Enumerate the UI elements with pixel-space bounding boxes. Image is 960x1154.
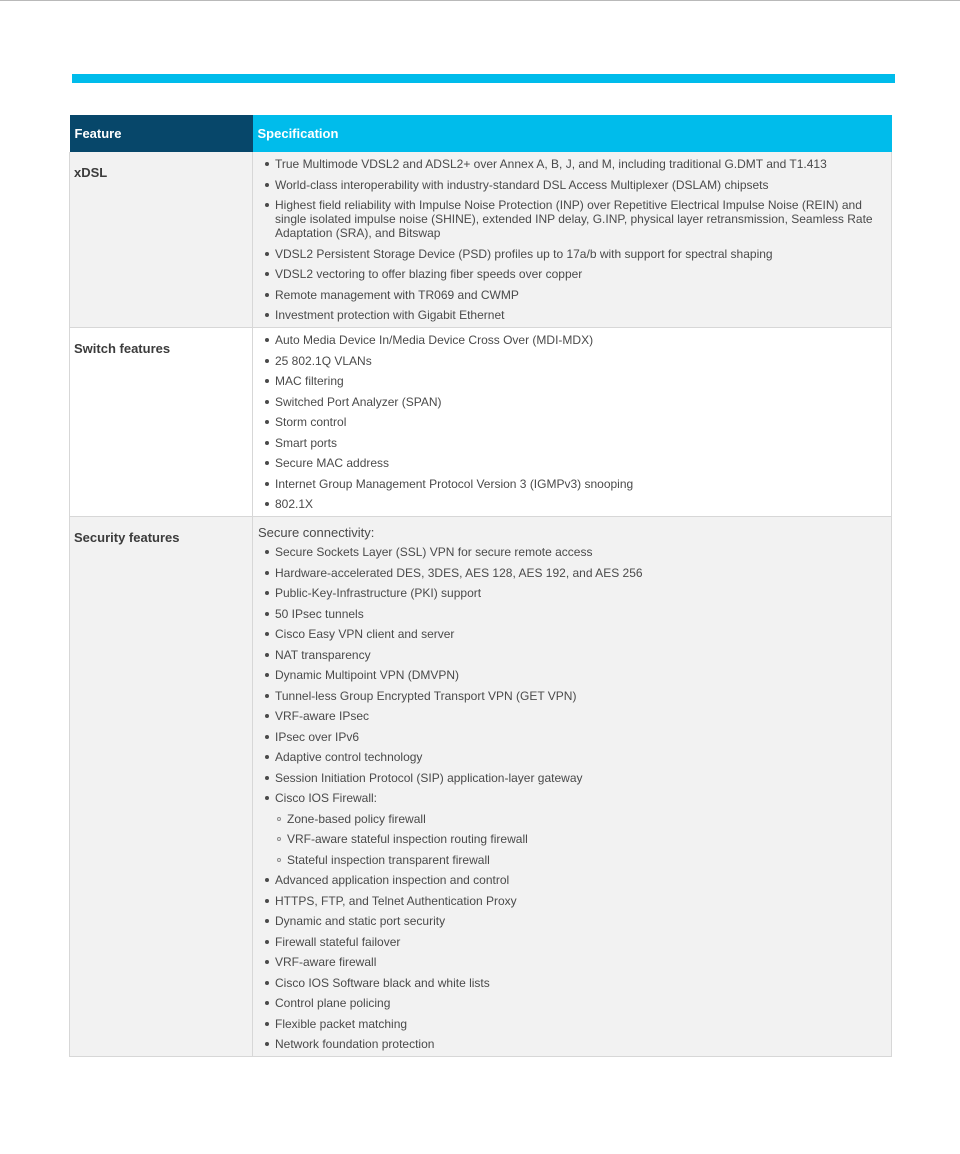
list-item: IPsec over IPv6 (258, 730, 883, 744)
list-item: NAT transparency (258, 648, 883, 662)
list-item: Adaptive control technology (258, 750, 883, 764)
sub-list-item: VRF-aware stateful inspection routing firewall (258, 832, 883, 846)
feature-name: Security features (70, 517, 253, 1057)
spec-table (69, 115, 892, 1057)
spec-list (258, 157, 883, 322)
spec-list (258, 545, 883, 1051)
list-item: World-class interoperability with industry-standard DSL Access Multiplexer (DSLAM) chipsets (258, 178, 883, 192)
spec-cell (253, 328, 892, 517)
list-item: Network foundation protection (258, 1037, 883, 1051)
table-row-xdsl (70, 152, 892, 328)
list-item: Internet Group Management Protocol Version 3 (IGMPv3) snooping (258, 477, 883, 491)
sub-list-item: Zone-based policy firewall (258, 812, 883, 826)
list-item: VRF-aware firewall (258, 955, 883, 969)
list-item: Dynamic Multipoint VPN (DMVPN) (258, 668, 883, 682)
list-item: Cisco IOS Firewall: (258, 791, 883, 805)
list-item: 25 802.1Q VLANs (258, 354, 883, 368)
list-item: Secure MAC address (258, 456, 883, 470)
table-header-row (70, 115, 892, 152)
header-feature: Feature (70, 115, 253, 152)
feature-name: Switch features (70, 328, 253, 517)
list-item: Switched Port Analyzer (SPAN) (258, 395, 883, 409)
list-item: MAC filtering (258, 374, 883, 388)
list-item: Public-Key-Infrastructure (PKI) support (258, 586, 883, 600)
list-item: Auto Media Device In/Media Device Cross Over (MDI-MDX) (258, 333, 883, 347)
table-row-security-features (70, 517, 892, 1057)
spec-cell (253, 152, 892, 328)
list-item: True Multimode VDSL2 and ADSL2+ over Annex A, B, J, and M, including traditional G.DMT and T1.413 (258, 157, 883, 171)
list-item: Advanced application inspection and control (258, 873, 883, 887)
list-item: Cisco IOS Software black and white lists (258, 976, 883, 990)
accent-bar (72, 74, 895, 83)
list-item: Firewall stateful failover (258, 935, 883, 949)
list-item: VDSL2 Persistent Storage Device (PSD) profiles up to 17a/b with support for spectral shaping (258, 247, 883, 261)
list-item: Investment protection with Gigabit Ethernet (258, 308, 883, 322)
secure-connectivity-heading: Secure connectivity: (258, 525, 375, 540)
sub-list-item: Stateful inspection transparent firewall (258, 853, 883, 867)
header-specification: Specification (253, 115, 892, 152)
spec-list (258, 333, 883, 511)
spec-cell (253, 517, 892, 1057)
list-item: Control plane policing (258, 996, 883, 1010)
list-item: Highest field reliability with Impulse Noise Protection (INP) over Repetitive Electrical Impulse Noise (REIN) and single isolated impulse noise (SHINE), extended INP delay, G.INP, physical layer retransmission, Seamless Rate Adaptation (SRA), and Bitswap (258, 198, 883, 240)
list-item: Remote management with TR069 and CWMP (258, 288, 883, 302)
list-item: VRF-aware IPsec (258, 709, 883, 723)
list-item: Tunnel-less Group Encrypted Transport VPN (GET VPN) (258, 689, 883, 703)
list-item: 802.1X (258, 497, 883, 511)
list-item: Cisco Easy VPN client and server (258, 627, 883, 641)
list-item: Smart ports (258, 436, 883, 450)
list-item: 50 IPsec tunnels (258, 607, 883, 621)
list-item: VDSL2 vectoring to offer blazing fiber speeds over copper (258, 267, 883, 281)
table-row-switch-features (70, 328, 892, 517)
list-item: Hardware-accelerated DES, 3DES, AES 128, AES 192, and AES 256 (258, 566, 883, 580)
list-item: Session Initiation Protocol (SIP) application-layer gateway (258, 771, 883, 785)
list-item: HTTPS, FTP, and Telnet Authentication Proxy (258, 894, 883, 908)
list-item: Secure Sockets Layer (SSL) VPN for secure remote access (258, 545, 883, 559)
list-item: Flexible packet matching (258, 1017, 883, 1031)
list-item: Storm control (258, 415, 883, 429)
top-divider (0, 0, 960, 1)
list-item: Dynamic and static port security (258, 914, 883, 928)
feature-name: xDSL (70, 152, 253, 328)
